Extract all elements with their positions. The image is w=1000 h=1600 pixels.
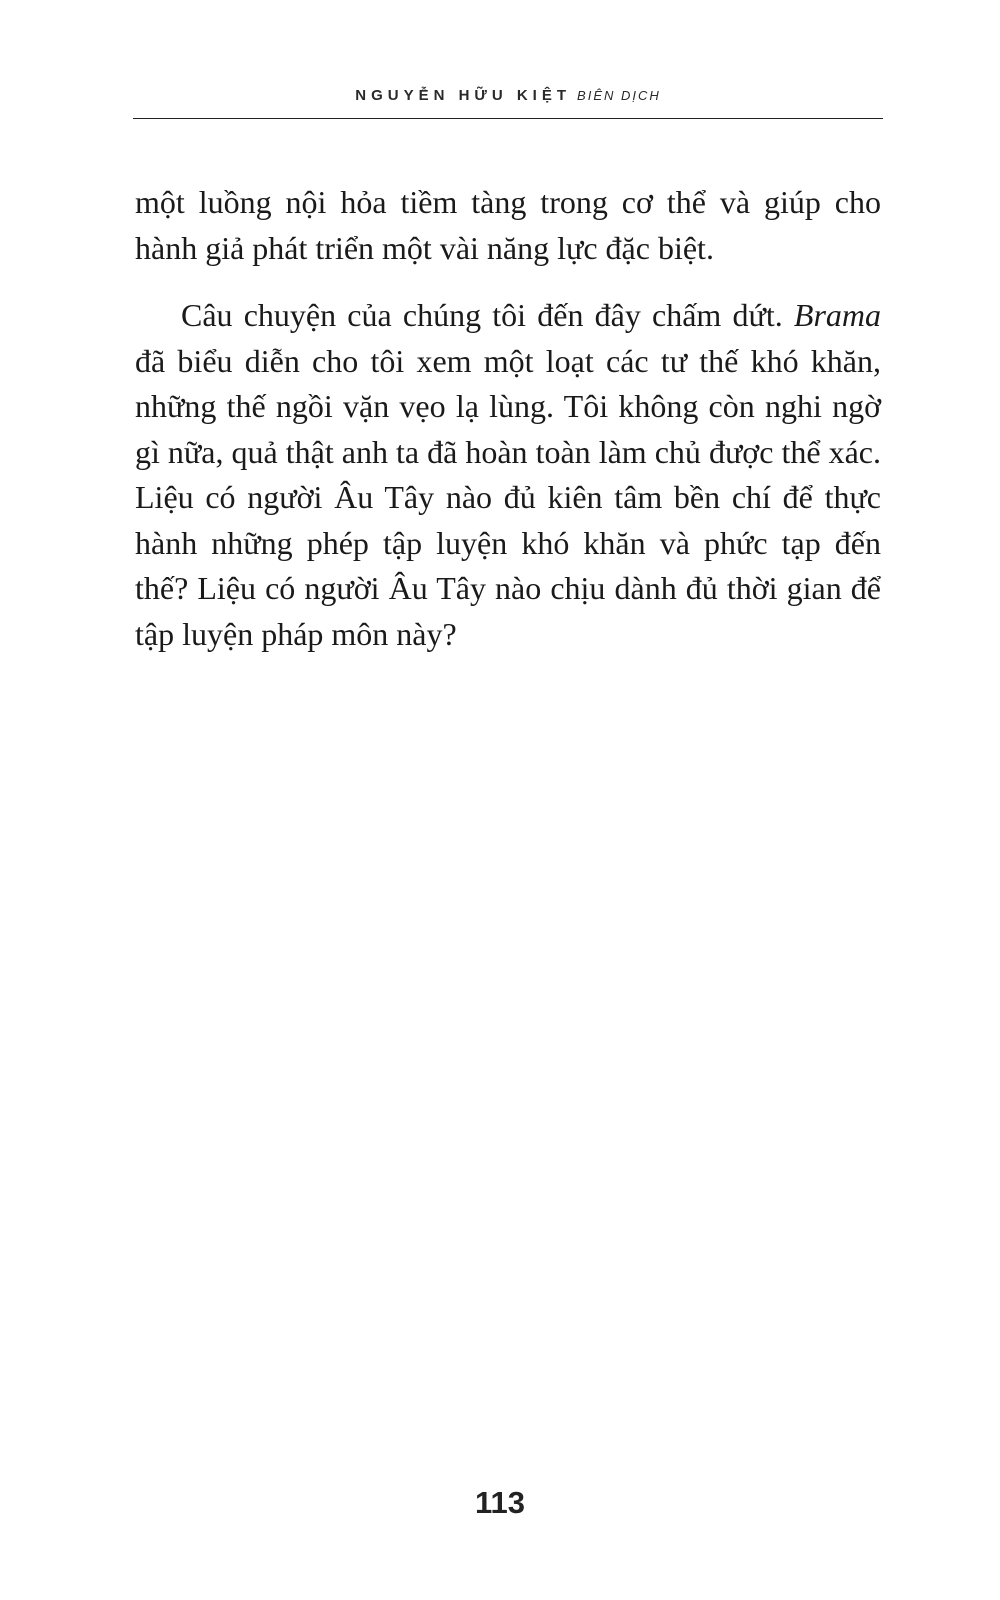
italic-name: Brama — [793, 297, 881, 333]
header-author: NGUYỄN HỮU KIỆT — [355, 87, 572, 104]
page-body — [135, 180, 881, 657]
paragraph-text: Câu chuyện của chúng tôi đến đây chấm dứt. — [181, 297, 794, 333]
page-number: 113 — [474, 1485, 525, 1520]
paragraph — [135, 293, 881, 657]
running-header — [135, 86, 881, 106]
paragraph-text: đã biểu diễn cho tôi xem một loạt các tư thế khó khăn, những thế ngồi vặn vẹo lạ lùng. Tôi không còn nghi ngờ gì nữa, quả thật anh ta đã hoàn toàn làm chủ được thể xác. Liệu có người Âu Tây nào đủ kiên tâm bền chí để thực hành những phép tập luyện khó khăn và phức tạp đến thế? Liệu có người Âu Tây nào chịu dành đủ thời gian để tập luyện pháp môn này? — [135, 342, 881, 652]
paragraph-continued: một luồng nội hỏa tiềm tàng trong cơ thể và giúp cho hành giả phát triển một vài năng lực đặc biệt. — [135, 184, 881, 266]
header-divider — [133, 118, 883, 119]
header-role: BIÊN DỊCH — [577, 88, 661, 103]
